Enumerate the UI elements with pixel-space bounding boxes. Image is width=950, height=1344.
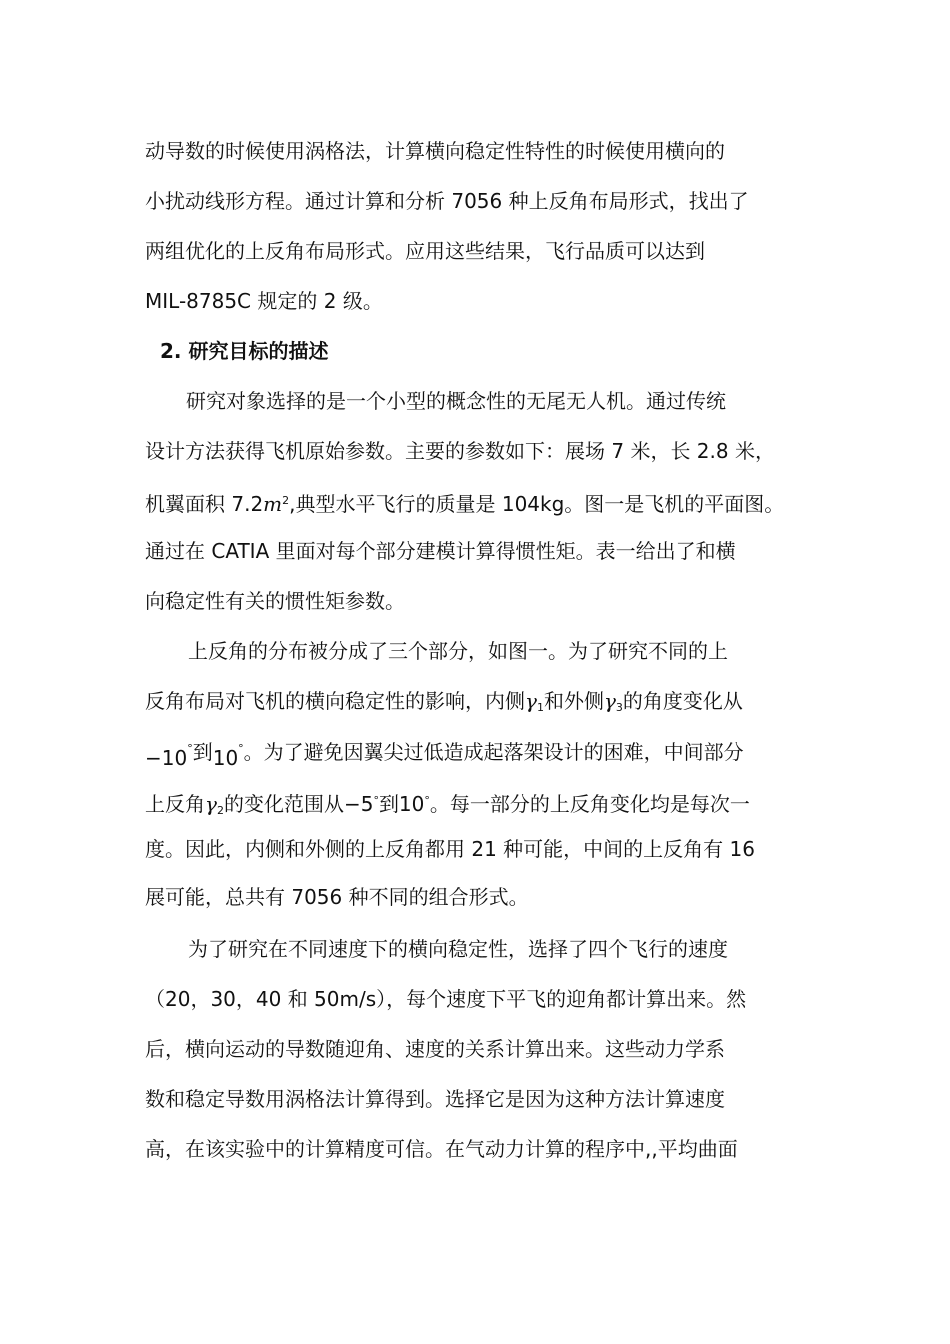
area-unit-m: m bbox=[263, 492, 283, 516]
p4-line-4: 数和稳定导数用涡格法计算得到。选择它是因为这种方法计算速度 bbox=[145, 1087, 725, 1111]
p3-line-6: 展可能，总共有 7056 种不同的组合形式。 bbox=[145, 885, 529, 909]
p3-line-3 bbox=[145, 736, 744, 770]
p3-line-4-b: 的变化范围从−5 bbox=[223, 792, 374, 816]
p3-line-3-to: 到 bbox=[192, 740, 213, 764]
gamma-3-subscript: 3 bbox=[615, 701, 623, 714]
p1-line-1: 动导数的时候使用涡格法，计算横向稳定性特性的时候使用横向的 bbox=[145, 139, 725, 163]
p3-line-4-c: 到10 bbox=[378, 792, 425, 816]
p1-line-3: 两组优化的上反角布局形式。应用这些结果，飞行品质可以达到 bbox=[145, 239, 705, 263]
p3-line-4-a: 上反角 bbox=[145, 792, 205, 816]
p3-line-1: 上反角的分布被分成了三个部分，如图一。为了研究不同的上 bbox=[188, 639, 728, 663]
degree-symbol-1: ° bbox=[187, 742, 193, 755]
p3-line-2-b: 和外侧 bbox=[543, 689, 604, 713]
p1-line-4: MIL-8785C 规定的 2 级。 bbox=[145, 289, 383, 313]
gamma-3-symbol: γ bbox=[603, 689, 616, 713]
p2-line-3-b: ,典型水平飞行的质量是 104kg。图一是飞机的平面图。 bbox=[289, 492, 785, 516]
p2-line-4: 通过在 CATIA 里面对每个部分建模计算得惯性矩。表一给出了和横 bbox=[145, 539, 736, 563]
p3-line-4 bbox=[145, 788, 750, 824]
p3-line-2-a: 反角布局对飞机的横向稳定性的影响，内侧 bbox=[145, 689, 525, 713]
p3-line-3-d: 。为了避免因翼尖过低造成起落架设计的困难，中间部分 bbox=[243, 740, 744, 764]
p3-line-2-c: 的角度变化从 bbox=[622, 689, 743, 713]
p4-line-3: 后，横向运动的导数随迎角、速度的关系计算出来。这些动力学系 bbox=[145, 1037, 725, 1061]
gamma-1-subscript: 1 bbox=[536, 701, 544, 714]
degree-symbol-4: ° bbox=[424, 794, 430, 807]
p4-line-5: 高，在该实验中的计算精度可信。在气动力计算的程序中,,平均曲面 bbox=[145, 1137, 738, 1161]
p4-line-2: （20，30，40 和 50m/s），每个速度下平飞的迎角都计算出来。然 bbox=[145, 987, 747, 1011]
p3-line-4-d: 。每一部分的上反角变化均是每次一 bbox=[429, 792, 750, 816]
degree-symbol-3: ° bbox=[373, 794, 379, 807]
p1-line-2: 小扰动线形方程。通过计算和分析 7056 种上反角布局形式，找出了 bbox=[145, 189, 749, 213]
gamma-2-symbol: γ bbox=[205, 792, 217, 816]
p3-line-5: 度。因此，内侧和外侧的上反角都用 21 种可能，中间的上反角有 16 bbox=[145, 837, 755, 861]
gamma-1-symbol: γ bbox=[525, 689, 537, 713]
area-unit-exponent: 2 bbox=[282, 494, 290, 507]
p3-line-2 bbox=[145, 688, 743, 721]
p4-line-1: 为了研究在不同速度下的横向稳定性，选择了四个飞行的速度 bbox=[188, 937, 728, 961]
gamma-2-subscript: 2 bbox=[216, 804, 224, 817]
angle-min: −10 bbox=[145, 746, 188, 770]
angle-max: 10 bbox=[212, 746, 239, 770]
p2-line-5: 向稳定性有关的惯性矩参数。 bbox=[145, 589, 405, 613]
p2-line-2: 设计方法获得飞机原始参数。主要的参数如下：展场 7 米，长 2.8 米， bbox=[145, 439, 775, 463]
section-heading: 2. 研究目标的描述 bbox=[160, 339, 329, 363]
p2-line-3-a: 机翼面积 7.2 bbox=[145, 492, 264, 516]
degree-symbol-2: ° bbox=[238, 742, 244, 755]
p2-line-1: 研究对象选择的是一个小型的概念性的无尾无人机。通过传统 bbox=[186, 389, 726, 413]
p2-line-3 bbox=[145, 488, 784, 517]
